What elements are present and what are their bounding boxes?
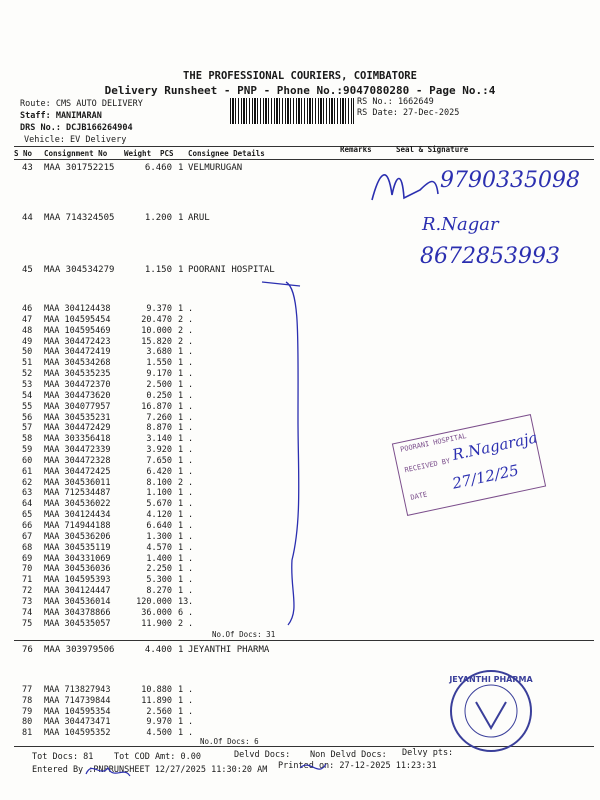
cell-sno: 52 <box>22 369 33 380</box>
cell-pcs: 1 <box>178 728 184 739</box>
cell-consignee: . <box>188 445 194 456</box>
cell-weight: 9.370 <box>146 304 172 314</box>
cell-consignment: MAA 304536014 <box>44 596 111 607</box>
cell-sno: 56 <box>22 412 33 423</box>
cell-sno: 49 <box>22 336 33 347</box>
cell-pcs: 1 <box>178 706 184 717</box>
cell-sno: 63 <box>22 488 33 499</box>
cell-sno: 62 <box>22 477 33 488</box>
cell-sno: 79 <box>22 706 33 717</box>
cell-consignee: . <box>188 488 194 499</box>
cell-weight: 8.100 <box>146 477 172 488</box>
total-cod: Tot COD Amt: 0.00 <box>114 752 201 762</box>
cell-pcs: 1 <box>178 163 184 173</box>
cell-consignment: MAA 104595393 <box>44 575 111 586</box>
cell-weight: 2.500 <box>146 379 172 390</box>
delivery-points: Delvy pts: <box>402 748 454 758</box>
cell-sno: 76 <box>22 645 33 655</box>
cell-weight: 10.880 <box>141 685 172 695</box>
cell-weight: 4.400 <box>144 645 172 655</box>
cell-pcs: 1 <box>178 499 184 510</box>
cell-consignment: MAA 304473471 <box>44 717 111 728</box>
cell-pcs: 1 <box>178 347 184 358</box>
cell-pcs: 1 <box>178 564 184 575</box>
cell-pcs: 2 <box>178 325 184 336</box>
total-docs: Tot Docs: 81 <box>32 752 94 762</box>
cell-consignment: MAA 304472425 <box>44 466 111 477</box>
cell-weight: 9.170 <box>146 369 172 380</box>
cell-weight: 1.200 <box>144 213 172 223</box>
cell-consignee: . <box>188 596 194 607</box>
group2-doc-count: No.Of Docs: 6 <box>200 737 259 746</box>
cell-consignee: . <box>188 695 194 706</box>
cell-pcs: 13 <box>178 596 189 607</box>
cell-consignment: MAA 712534487 <box>44 488 111 499</box>
runsheet-title: Delivery Runsheet - PNP - Phone No.:9047080280 - Page No.:4 <box>104 84 496 97</box>
cell-consignee: VELMURUGAN <box>188 163 243 173</box>
cell-pcs: 1 <box>178 586 184 597</box>
cell-pcs: 1 <box>178 455 184 466</box>
cell-sno: 73 <box>22 596 33 607</box>
stamp-date-label: DATE <box>409 490 428 502</box>
stamp-hospital: POORANI HOSPITAL <box>399 432 468 454</box>
handwritten-name: R.Nagar <box>422 214 499 235</box>
cell-weight: 6.420 <box>146 466 172 477</box>
cell-sno: 69 <box>22 553 33 564</box>
cell-sno: 47 <box>22 314 33 325</box>
cell-consignment: MAA 714944188 <box>44 521 111 531</box>
cell-consignee: . <box>188 455 194 466</box>
cell-consignment: MAA 304535119 <box>44 542 111 553</box>
cell-weight: 16.870 <box>141 401 172 412</box>
cell-consignment: MAA 303356418 <box>44 434 111 445</box>
cell-pcs: 1 <box>178 510 184 521</box>
col-weight: Weight <box>124 149 152 158</box>
cell-sno: 68 <box>22 542 33 553</box>
cell-consignment: MAA 304472423 <box>44 336 111 347</box>
handwritten-phone-2: 8672853993 <box>420 244 560 269</box>
cell-pcs: 2 <box>178 336 184 347</box>
cell-weight: 8.870 <box>146 423 172 434</box>
cell-pcs: 1 <box>178 401 184 412</box>
cell-consignee: . <box>188 336 194 347</box>
cell-consignment: MAA 304536206 <box>44 531 111 542</box>
cell-consignee: . <box>188 314 194 325</box>
pharma-seal-text: JEYANTHI PHARMA <box>449 675 533 684</box>
cell-consignee: . <box>188 685 194 695</box>
cell-sno: 58 <box>22 434 33 445</box>
cell-consignee: . <box>188 586 194 597</box>
cell-consignee: POORANI HOSPITAL <box>188 265 275 275</box>
cell-consignment: MAA 304331069 <box>44 553 111 564</box>
cell-consignment: MAA 304534268 <box>44 358 111 369</box>
cell-consignment: MAA 714739844 <box>44 695 111 706</box>
cell-weight: 4.500 <box>146 728 172 739</box>
cell-weight: 9.970 <box>146 717 172 728</box>
cell-pcs: 1 <box>178 358 184 369</box>
group1-doc-count: No.Of Docs: 31 <box>212 630 276 639</box>
cell-consignee: . <box>188 304 194 314</box>
cell-sno: 51 <box>22 358 33 369</box>
cell-consignment: MAA 104595469 <box>44 325 111 336</box>
cell-consignment: MAA 304535057 <box>44 618 111 629</box>
col-pcs: PCS <box>160 149 174 158</box>
cell-sno: 74 <box>22 607 33 618</box>
cell-pcs: 1 <box>178 575 184 586</box>
cell-weight: 4.120 <box>146 510 172 521</box>
cell-weight: 15.820 <box>141 336 172 347</box>
cell-consignee: . <box>188 412 194 423</box>
cell-consignee: . <box>188 510 194 521</box>
col-seal: Seal & Signature <box>396 145 469 154</box>
cell-weight: 3.920 <box>146 445 172 456</box>
cell-pcs: 1 <box>178 542 184 553</box>
cell-weight: 11.900 <box>141 618 172 629</box>
cell-consignment: MAA 304536011 <box>44 477 111 488</box>
col-consignment: Consignment No <box>44 149 108 158</box>
cell-sno: 64 <box>22 499 33 510</box>
stamp-date: 27/12/25 <box>450 461 521 493</box>
cell-sno: 50 <box>22 347 33 358</box>
cell-consignee: . <box>188 607 194 618</box>
cell-sno: 70 <box>22 564 33 575</box>
cell-sno: 67 <box>22 531 33 542</box>
cell-consignee: . <box>188 379 194 390</box>
cell-sno: 55 <box>22 401 33 412</box>
route: Route: CMS AUTO DELIVERY <box>20 99 143 109</box>
cell-pcs: 1 <box>178 645 184 655</box>
cell-sno: 59 <box>22 445 33 456</box>
cell-consignment: MAA 104595454 <box>44 314 111 325</box>
cell-pcs: 2 <box>178 477 184 488</box>
cell-pcs: 1 <box>178 213 184 223</box>
cell-sno: 45 <box>22 265 33 275</box>
cell-weight: 1.400 <box>146 553 172 564</box>
stamp-received-label: RECEIVED BY <box>403 456 451 475</box>
cell-pcs: 1 <box>178 423 184 434</box>
cell-sno: 75 <box>22 618 33 629</box>
cell-consignment: MAA 304472328 <box>44 455 111 466</box>
cell-pcs: 1 <box>178 695 184 706</box>
cell-consignee: . <box>188 728 194 739</box>
drs-number: DRS No.: DCJB166264904 <box>20 123 133 133</box>
col-consignee: Consignee Details <box>188 149 265 158</box>
cell-weight: 11.890 <box>141 695 172 706</box>
cell-sno: 81 <box>22 728 33 739</box>
pharma-seal <box>448 668 534 754</box>
cell-pcs: 1 <box>178 531 184 542</box>
cell-consignee: . <box>188 358 194 369</box>
cell-weight: 5.300 <box>146 575 172 586</box>
cell-consignee: . <box>188 423 194 434</box>
stamp-signature: R.Nagaraja <box>450 428 539 464</box>
cell-consignment: MAA 714324505 <box>44 213 115 223</box>
cell-pcs: 1 <box>178 685 184 695</box>
cell-weight: 1.300 <box>146 531 172 542</box>
cell-weight: 2.560 <box>146 706 172 717</box>
cell-consignee: JEYANTHI PHARMA <box>188 645 270 655</box>
cell-pcs: 1 <box>178 369 184 380</box>
cell-consignment: MAA 304536022 <box>44 499 111 510</box>
cell-sno: 54 <box>22 390 33 401</box>
cell-consignee: . <box>188 575 194 586</box>
cell-consignment: MAA 304124447 <box>44 586 111 597</box>
cell-consignee: . <box>188 717 194 728</box>
cell-consignment: MAA 304378866 <box>44 607 111 618</box>
cell-weight: 6.640 <box>146 521 172 531</box>
cell-consignment: MAA 304472339 <box>44 445 111 456</box>
cell-weight: 20.470 <box>141 314 172 325</box>
cell-consignment: MAA 104595352 <box>44 728 111 739</box>
cell-weight: 10.000 <box>141 325 172 336</box>
cell-pcs: 2 <box>178 314 184 325</box>
cell-consignee: . <box>188 531 194 542</box>
cell-pcs: 1 <box>178 553 184 564</box>
cell-sno: 78 <box>22 695 33 706</box>
cell-consignee: . <box>188 477 194 488</box>
cell-sno: 53 <box>22 379 33 390</box>
cell-weight: 6.460 <box>144 163 172 173</box>
rs-date: RS Date: 27-Dec-2025 <box>357 108 460 118</box>
cell-sno: 48 <box>22 325 33 336</box>
cell-consignee: . <box>188 325 194 336</box>
cell-consignment: MAA 713827943 <box>44 685 111 695</box>
cell-consignment: MAA 304077957 <box>44 401 111 412</box>
cell-consignee: . <box>188 466 194 477</box>
col-remarks: Remarks <box>340 145 372 154</box>
cell-consignee: . <box>188 553 194 564</box>
cell-weight: 3.680 <box>146 347 172 358</box>
delivered-docs: Delvd Docs: <box>234 750 291 760</box>
cell-consignee: . <box>188 434 194 445</box>
cell-consignee: . <box>188 499 194 510</box>
cell-consignment: MAA 304472370 <box>44 379 111 390</box>
cell-consignment: MAA 304536036 <box>44 564 111 575</box>
cell-sno: 71 <box>22 575 33 586</box>
vehicle: Vehicle: EV Delivery <box>24 135 127 145</box>
cell-weight: 1.150 <box>144 265 172 275</box>
cell-weight: 1.100 <box>146 488 172 499</box>
cell-sno: 46 <box>22 304 33 314</box>
cell-pcs: 1 <box>178 445 184 456</box>
cell-pcs: 1 <box>178 717 184 728</box>
cell-consignment: MAA 104595354 <box>44 706 111 717</box>
cell-consignment: MAA 303979506 <box>44 645 115 655</box>
cell-sno: 61 <box>22 466 33 477</box>
cell-sno: 57 <box>22 423 33 434</box>
cell-pcs: 1 <box>178 466 184 477</box>
cell-consignee: . <box>188 564 194 575</box>
entered-by: Entered By :PNPRUNSHEET 12/27/2025 11:30:20 AM <box>32 765 268 775</box>
cell-weight: 7.260 <box>146 412 172 423</box>
cell-consignment: MAA 304124438 <box>44 304 111 314</box>
cell-sno: 80 <box>22 717 33 728</box>
cell-consignee: . <box>188 401 194 412</box>
cell-consignee: . <box>188 369 194 380</box>
cell-pcs: 1 <box>178 412 184 423</box>
cell-pcs: 1 <box>178 379 184 390</box>
cell-consignee: . <box>188 618 194 629</box>
cell-sno: 65 <box>22 510 33 521</box>
cell-weight: 3.140 <box>146 434 172 445</box>
cell-weight: 2.250 <box>146 564 172 575</box>
cell-weight: 5.670 <box>146 499 172 510</box>
cell-consignment: MAA 304472419 <box>44 347 111 358</box>
cell-weight: 120.000 <box>136 596 172 607</box>
cell-consignee: . <box>188 347 194 358</box>
cell-consignment: MAA 304124434 <box>44 510 111 521</box>
cell-consignee: . <box>188 390 194 401</box>
cell-consignment: MAA 304535231 <box>44 412 111 423</box>
cell-consignee: . <box>188 706 194 717</box>
cell-consignee: . <box>188 542 194 553</box>
cell-consignment: MAA 304534279 <box>44 265 115 275</box>
cell-pcs: 1 <box>178 265 184 275</box>
cell-sno: 43 <box>22 163 33 173</box>
cell-consignment: MAA 304472429 <box>44 423 111 434</box>
company-title: THE PROFESSIONAL COURIERS, COIMBATORE <box>183 70 417 82</box>
cell-consignee: . <box>188 521 194 531</box>
cell-pcs: 1 <box>178 304 184 314</box>
cell-consignment: MAA 301752215 <box>44 163 115 173</box>
cell-pcs: 1 <box>178 488 184 499</box>
cell-weight: 0.250 <box>146 390 172 401</box>
col-sno: S No <box>14 149 33 158</box>
cell-sno: 66 <box>22 521 33 531</box>
handwritten-phone-1: 9790335098 <box>440 168 580 193</box>
cell-weight: 8.270 <box>146 586 172 597</box>
non-delivered-docs: Non Delvd Docs: <box>310 750 387 760</box>
cell-consignment: MAA 304473620 <box>44 390 111 401</box>
cell-weight: 4.570 <box>146 542 172 553</box>
cell-weight: 7.650 <box>146 455 172 466</box>
cell-weight: 1.550 <box>146 358 172 369</box>
cell-pcs: 1 <box>178 390 184 401</box>
staff: Staff: MANIMARAN <box>20 111 102 121</box>
rs-number: RS No.: 1662649 <box>357 97 434 107</box>
cell-pcs: 1 <box>178 521 184 531</box>
cell-consignment: MAA 304535235 <box>44 369 111 380</box>
cell-sno: 60 <box>22 455 33 466</box>
cell-pcs: 2 <box>178 618 184 629</box>
cell-sno: 44 <box>22 213 33 223</box>
cell-sno: 72 <box>22 586 33 597</box>
cell-pcs: 1 <box>178 434 184 445</box>
printed-on: Printed on: 27-12-2025 11:23:31 <box>278 761 437 771</box>
cell-consignee: ARUL <box>188 213 210 223</box>
cell-pcs: 6 <box>178 607 184 618</box>
cell-weight: 36.000 <box>141 607 172 618</box>
cell-sno: 77 <box>22 685 33 695</box>
